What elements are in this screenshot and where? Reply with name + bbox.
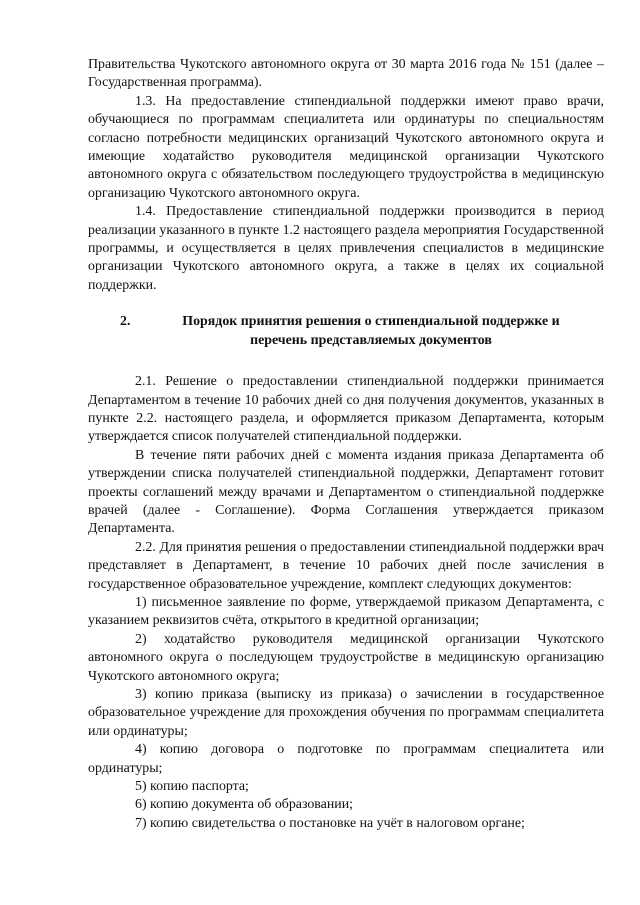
list-item-3: 3) копию приказа (выписку из приказа) о зачислении в государственное образовательное учреждение для прохождения обучения по программам специалитета или ординатуры;	[88, 687, 604, 739]
section-title-line-1: Порядок принятия решения о стипендиальной поддержке и	[182, 314, 560, 330]
paragraph-1-4: 1.4. Предоставление стипендиальной поддержки производится в период реализации указанного в пункте 1.2 настоящего раздела мероприятия Государственной программы, и осуществляется в целях привлечения специалистов в медицинские организации Чукотского автономного округа, а также в целях их социальной поддержки.	[88, 204, 604, 293]
list-item-5: 5) копию паспорта;	[135, 779, 249, 795]
section-title-line-2: перечень представляемых документов	[250, 332, 492, 348]
list-item-2: 2) ходатайство руководителя медицинской организации Чукотского автономного округа о последующем трудоустройстве в медицинскую организацию Чукотского автономного округа;	[88, 631, 604, 684]
paragraph-2-1-agreement: В течение пяти рабочих дней с момента издания приказа Департамента об утверждении списка получателей стипендиальной поддержки, Департамент готовит проекты соглашений между врачами и Департаментом о стипендиальной поддержке врачей (далее - Соглашение). Форма Соглашения утверждается приказом Департамента.	[88, 447, 604, 537]
list-item-4: 4) копию договора о подготовке по программам специалитета или ординатуры;	[88, 742, 604, 776]
paragraph-2-2: 2.2. Для принятия решения о предоставлении стипендиальной поддержки врач представляет в Департамент, в течение 10 рабочих дней после зачисления в государственное образовательное учреждение, комплект следующих документов:	[88, 539, 604, 592]
list-item-1: 1) письменное заявление по форме, утверждаемой приказом Департамента, с указанием реквизитов счёта, открытого в кредитной организации;	[88, 594, 604, 629]
section-heading	[88, 313, 604, 350]
document-page	[88, 56, 604, 833]
section-number: 2.	[120, 314, 131, 330]
list-item-6: 6) копию документа об образовании;	[135, 797, 354, 813]
paragraph-2-1: 2.1. Решение о предоставлении стипендиальной поддержки принимается Департаментом в течение 10 рабочих дней со дня получения документов, указанных в пункте 2.2. настоящего раздела, и оформляется приказом Департамента, которым утверждается список получателей стипендиальной поддержки.	[88, 374, 604, 445]
paragraph-1-3: 1.3. На предоставление стипендиальной поддержки имеют право врачи, обучающиеся по программам специалитета или ординатуры по специальностям согласно потребности медицинских организаций Чукотского автономного округа и имеющие ходатайство руководителя медицинской организации Чукотского автономного округа с обязательством последующего трудоустройства в медицинскую организацию Чукотского автономного округа.	[88, 93, 604, 201]
list-item-7: 7) копию свидетельства о постановке на учёт в налоговом органе;	[135, 815, 525, 831]
paragraph-continuation: Правительства Чукотского автономного округа от 30 марта 2016 года № 151 (далее – Государственная программа).	[88, 57, 604, 91]
